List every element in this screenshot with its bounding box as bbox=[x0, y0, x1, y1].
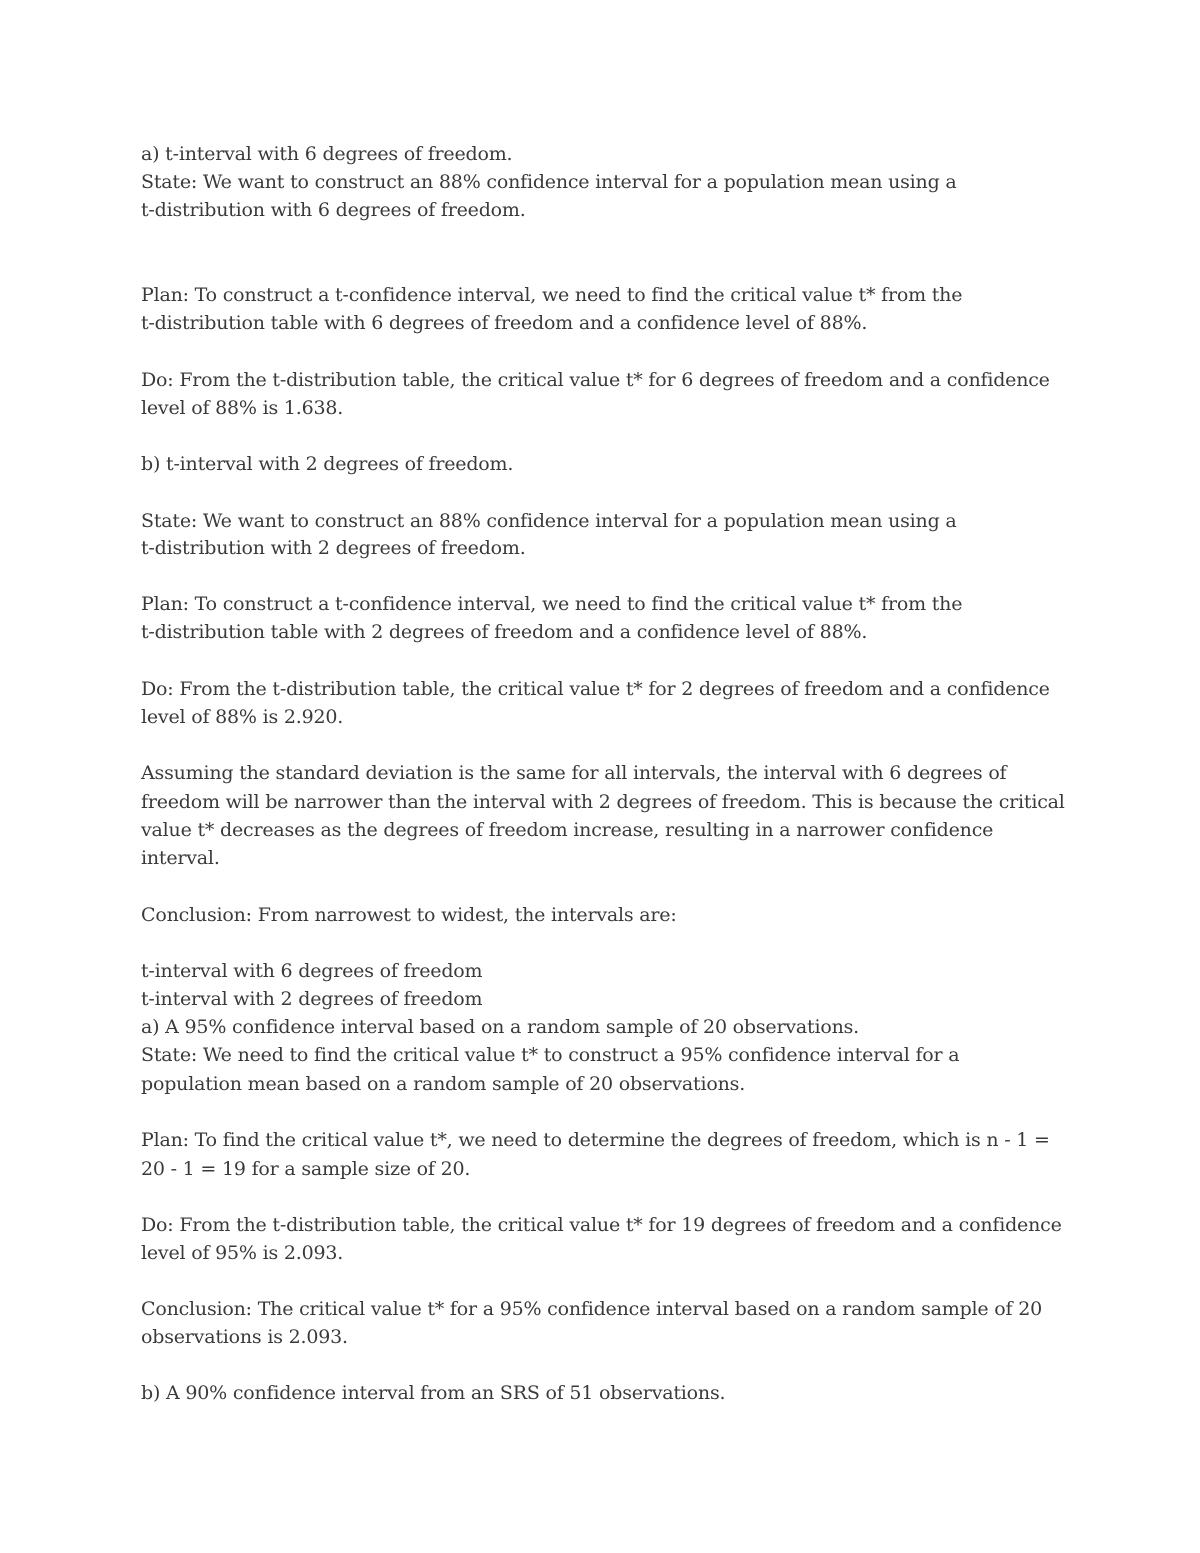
text-line: Plan: To construct a t-confidence interval, we need to find the critical value t* from the bbox=[141, 284, 963, 306]
text-line: t-distribution with 6 degrees of freedom. bbox=[141, 199, 526, 221]
text-line: observations is 2.093. bbox=[141, 1326, 348, 1348]
part-b-heading: b) t-interval with 2 degrees of freedom. bbox=[141, 453, 514, 475]
text-line: interval. bbox=[141, 847, 220, 869]
text-line: Plan: To find the critical value t*, we need to determine the degrees of freedom, which is n - 1 = bbox=[141, 1129, 1050, 1151]
part-b-heading-2: b) A 90% confidence interval from an SRS of 51 observations. bbox=[141, 1382, 726, 1404]
text-line: level of 95% is 2.093. bbox=[141, 1242, 344, 1264]
text-line: level of 88% is 1.638. bbox=[141, 397, 344, 419]
text-line: t-distribution table with 2 degrees of freedom and a confidence level of 88%. bbox=[141, 621, 868, 643]
text-line: t-distribution table with 6 degrees of freedom and a confidence level of 88%. bbox=[141, 312, 868, 334]
part-a-heading-2: a) A 95% confidence interval based on a random sample of 20 observations. bbox=[141, 1016, 859, 1038]
list-item: t-interval with 2 degrees of freedom bbox=[141, 988, 483, 1010]
text-line: level of 88% is 2.920. bbox=[141, 706, 344, 728]
text-line: Plan: To construct a t-confidence interval, we need to find the critical value t* from the bbox=[141, 593, 963, 615]
text-line: Do: From the t-distribution table, the critical value t* for 2 degrees of freedom and a confidence bbox=[141, 678, 1050, 700]
text-line: population mean based on a random sample of 20 observations. bbox=[141, 1073, 746, 1095]
text-line: State: We want to construct an 88% confidence interval for a population mean using a bbox=[141, 510, 957, 532]
text-line: Assuming the standard deviation is the same for all intervals, the interval with 6 degrees of bbox=[141, 762, 1007, 784]
list-item: t-interval with 6 degrees of freedom bbox=[141, 960, 483, 982]
part-a-heading: a) t-interval with 6 degrees of freedom. bbox=[141, 143, 513, 165]
text-line: t-distribution with 2 degrees of freedom. bbox=[141, 537, 526, 559]
text-line: 20 - 1 = 19 for a sample size of 20. bbox=[141, 1158, 471, 1180]
text-line: Do: From the t-distribution table, the critical value t* for 19 degrees of freedom and a confidence bbox=[141, 1214, 1062, 1236]
text-line: State: We need to find the critical value t* to construct a 95% confidence interval for a bbox=[141, 1044, 960, 1066]
text-line: State: We want to construct an 88% confidence interval for a population mean using a bbox=[141, 171, 957, 193]
text-line: value t* decreases as the degrees of freedom increase, resulting in a narrower confidence bbox=[141, 819, 994, 841]
text-line: Conclusion: The critical value t* for a 95% confidence interval based on a random sample of 20 bbox=[141, 1298, 1042, 1320]
text-line: freedom will be narrower than the interval with 2 degrees of freedom. This is because the critical bbox=[141, 791, 1065, 813]
text-line: Do: From the t-distribution table, the critical value t* for 6 degrees of freedom and a confidence bbox=[141, 369, 1050, 391]
text-line: Conclusion: From narrowest to widest, the intervals are: bbox=[141, 904, 677, 926]
